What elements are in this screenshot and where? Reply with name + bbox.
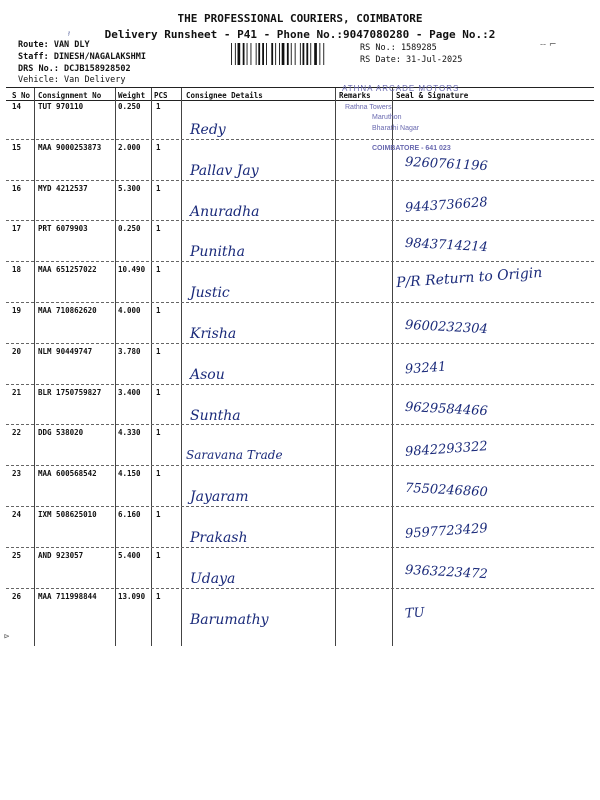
consignee-handwritten: Anuradha xyxy=(190,203,260,220)
signature-handwritten: 7550246860 xyxy=(404,481,489,501)
row-sno: 26 xyxy=(12,591,22,601)
row-sno: 23 xyxy=(12,469,22,479)
row-sno: 25 xyxy=(12,550,22,560)
vehicle-label: Vehicle: Van Delivery xyxy=(18,75,126,85)
row-consignment-no: MAA 651257022 xyxy=(38,265,97,275)
row-sno: 20 xyxy=(12,346,22,356)
signature-handwritten: 93241 xyxy=(404,359,447,378)
col-divider xyxy=(115,88,116,646)
signature-handwritten: 9443736628 xyxy=(404,194,489,216)
rs-date: RS Date: 31-Jul-2025 xyxy=(360,55,463,65)
pen-mark-corner: -- ⌐ xyxy=(540,40,557,50)
consignee-handwritten: Prakash xyxy=(190,530,248,546)
seal-stamp-header: ATHNA ARCADE MOTORS xyxy=(342,84,460,93)
col-consignee: Consignee Details xyxy=(186,91,263,100)
seal-stamp-line2: Maruthon xyxy=(372,114,402,121)
col-weight: Weight xyxy=(118,91,146,100)
seal-stamp-line3: Bharathi Nagar xyxy=(372,125,420,132)
row-separator xyxy=(6,588,594,589)
row-separator xyxy=(6,465,594,466)
col-divider xyxy=(181,88,182,646)
row-separator xyxy=(6,139,594,140)
row-separator xyxy=(6,180,594,181)
row-sno: 16 xyxy=(12,183,22,193)
row-pcs: 1 xyxy=(156,265,161,275)
row-weight: 5.300 xyxy=(118,183,141,193)
row-pcs: 1 xyxy=(156,224,161,234)
row-separator xyxy=(6,384,594,385)
row-sno: 18 xyxy=(12,265,22,275)
row-weight: 2.000 xyxy=(118,142,141,152)
signature-handwritten: P/R Return to Origin xyxy=(395,265,543,292)
row-sno: 14 xyxy=(12,102,22,111)
row-sno: 19 xyxy=(12,306,22,315)
consignee-handwritten: Justic xyxy=(190,285,230,302)
col-sno: S No xyxy=(12,91,31,100)
row-consignment-no: IXM 508625010 xyxy=(38,510,97,519)
row-sno: 21 xyxy=(12,387,22,397)
row-pcs: 1 xyxy=(156,428,161,438)
col-consignment: Consignment No xyxy=(38,91,102,100)
signature-handwritten: 9363223472 xyxy=(404,562,489,582)
table-top-border xyxy=(6,87,594,88)
seal-stamp-line1: Rathna Towers xyxy=(345,104,392,111)
company-title: THE PROFESSIONAL COURIERS, COIMBATORE xyxy=(177,12,423,25)
row-separator xyxy=(6,506,594,507)
row-consignment-no: MAA 9000253873 xyxy=(38,142,102,152)
runsheet-subtitle: Delivery Runsheet - P41 - Phone No.:9047080280 - Page No.:2 xyxy=(104,28,496,41)
row-pcs: 1 xyxy=(156,346,161,356)
drs-label: DRS No.: DCJB158928502 xyxy=(18,64,131,74)
row-separator xyxy=(6,302,594,303)
consignee-handwritten: Barumathy xyxy=(190,611,269,628)
col-divider xyxy=(151,88,152,646)
row-pcs: 1 xyxy=(156,550,161,560)
row-weight: 0.250 xyxy=(118,102,141,111)
row-consignment-no: NLM 90449747 xyxy=(38,346,93,356)
row-weight: 4.150 xyxy=(118,469,141,479)
row-pcs: 1 xyxy=(156,306,161,315)
row-consignment-no: BLR 1750759827 xyxy=(38,387,102,397)
row-separator xyxy=(6,220,594,221)
consignee-handwritten: Redy xyxy=(190,122,226,138)
row-weight: 13.090 xyxy=(118,591,146,601)
row-consignment-no: MAA 711998844 xyxy=(38,591,97,601)
row-weight: 6.160 xyxy=(118,510,141,519)
row-separator xyxy=(6,547,594,548)
pen-mark: ᵎ xyxy=(68,30,70,41)
consignee-handwritten: Jayaram xyxy=(190,489,249,506)
consignee-handwritten: Asou xyxy=(190,366,225,383)
consignee-handwritten: Punitha xyxy=(190,244,245,261)
table-header-border xyxy=(6,100,594,101)
row-consignment-no: AND 923057 xyxy=(38,550,84,560)
row-separator xyxy=(6,343,594,344)
row-consignment-no: DDG 538020 xyxy=(38,428,84,438)
row-consignment-no: MAA 600568542 xyxy=(38,469,97,479)
row-pcs: 1 xyxy=(156,142,161,152)
col-divider xyxy=(335,88,336,646)
col-remarks: Remarks xyxy=(339,91,371,100)
row-weight: 3.400 xyxy=(118,387,141,397)
barcode-image xyxy=(230,43,354,65)
signature-handwritten: 9629584466 xyxy=(404,399,489,419)
row-weight: 0.250 xyxy=(118,224,141,234)
row-consignment-no: MYD 4212537 xyxy=(38,183,88,193)
row-pcs: 1 xyxy=(156,102,161,111)
row-consignment-no: PRT 6079903 xyxy=(38,224,88,234)
consignee-handwritten: Udaya xyxy=(190,570,236,587)
row-weight: 10.490 xyxy=(118,265,146,275)
row-pcs: 1 xyxy=(156,387,161,397)
signature-handwritten: 9600232304 xyxy=(404,317,489,338)
rs-number: RS No.: 1589285 xyxy=(360,43,437,53)
consignee-handwritten: Krisha xyxy=(190,326,237,342)
row-separator xyxy=(6,261,594,262)
row-consignment-no: TUT 970110 xyxy=(38,102,84,111)
seal-stamp-city: COIMBATORE - 641 023 xyxy=(372,145,451,152)
col-divider xyxy=(34,88,35,646)
signature-handwritten: TU xyxy=(404,604,426,622)
route-label: Route: VAN DLY xyxy=(18,40,90,50)
row-separator xyxy=(6,424,594,425)
row-weight: 4.000 xyxy=(118,306,141,315)
scan-mark: ⊳ xyxy=(4,632,10,642)
row-pcs: 1 xyxy=(156,591,161,601)
row-weight: 3.780 xyxy=(118,346,141,356)
signature-handwritten: 9842293322 xyxy=(404,439,489,461)
row-sno: 17 xyxy=(12,224,22,234)
signature-handwritten: 9843714214 xyxy=(404,236,489,256)
consignee-handwritten: Suntha xyxy=(190,407,241,424)
row-pcs: 1 xyxy=(156,510,161,519)
col-divider xyxy=(392,88,393,646)
signature-handwritten: 9260761196 xyxy=(404,154,489,174)
col-seal-signature: Seal & Signature xyxy=(396,91,469,100)
row-sno: 15 xyxy=(12,142,22,152)
row-sno: 22 xyxy=(12,428,22,438)
row-weight: 4.330 xyxy=(118,428,141,438)
col-pcs: PCS xyxy=(154,91,168,100)
row-pcs: 1 xyxy=(156,469,161,479)
consignee-handwritten: Pallav Jay xyxy=(190,162,259,179)
row-sno: 24 xyxy=(12,510,22,519)
row-pcs: 1 xyxy=(156,183,161,193)
row-consignment-no: MAA 710862620 xyxy=(38,306,97,315)
consignee-handwritten: Saravana Trade xyxy=(186,448,283,463)
signature-handwritten: 9597723429 xyxy=(404,521,489,542)
row-weight: 5.400 xyxy=(118,550,141,560)
staff-label: Staff: DINESH/NAGALAKSHMI xyxy=(18,52,146,62)
